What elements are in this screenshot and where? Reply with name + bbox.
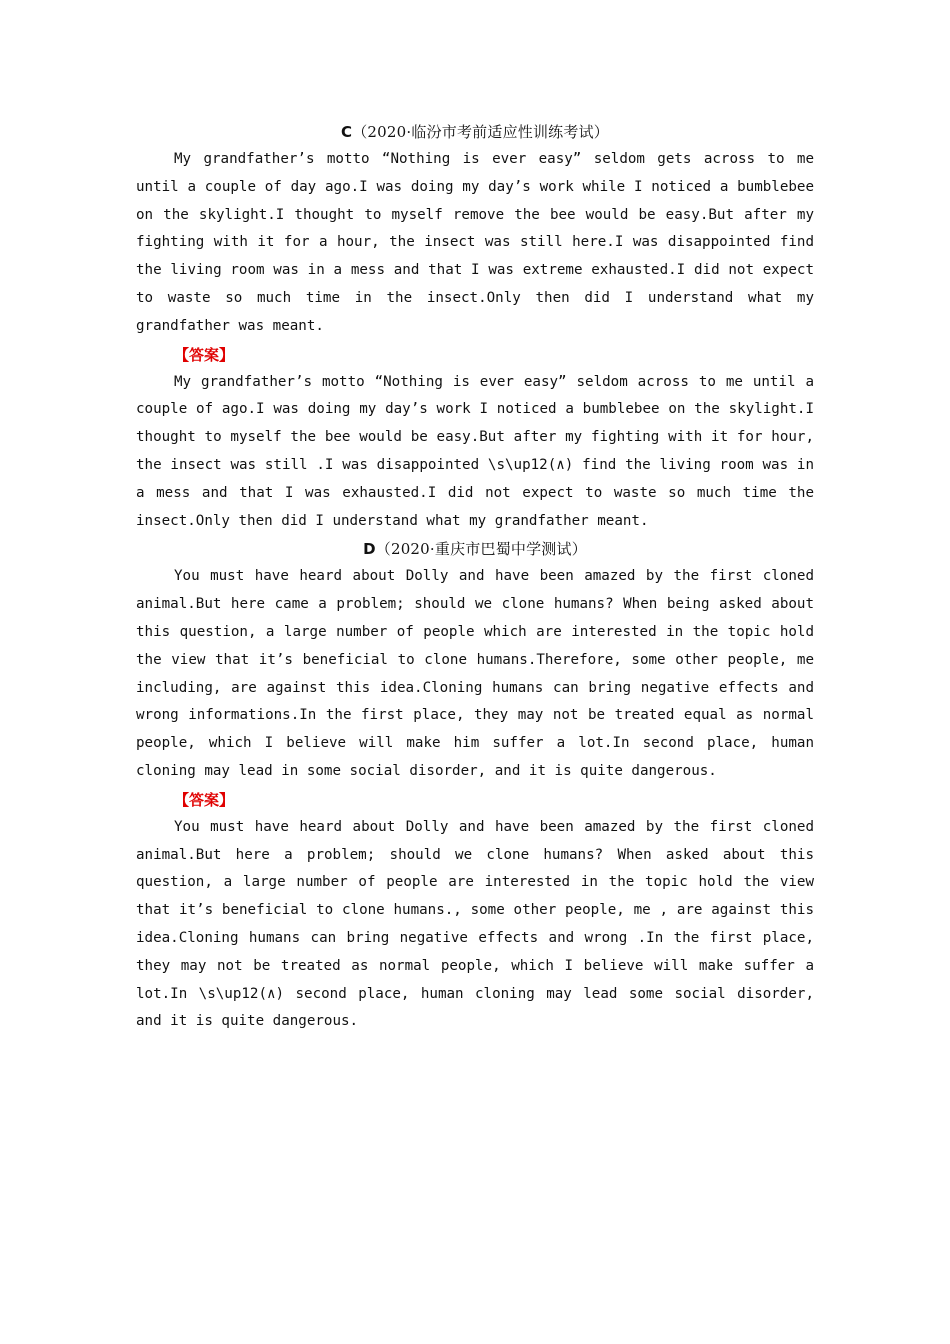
section-c-answer-text: My grandfather’s motto “Nothing is ever easy” seldom across to me until a couple of ago.I was doing my day’s work I noticed a bumblebee on the skylight.I thought to myself the bee would be easy.But after my fighting with it for hour, the insect was still .I was disappointed \s\up12(∧) find the living room was in a mess and that I was exhausted.I did not expect to waste so much time the insect.Only then did I understand what my grandfather meant. — [136, 373, 814, 529]
section-c-letter: C — [341, 123, 353, 141]
section-c-answer-label: 【答案】 — [174, 345, 235, 364]
section-d-heading — [136, 535, 814, 563]
section-c-heading — [136, 118, 814, 146]
section-d-answer-label: 【答案】 — [174, 790, 235, 809]
section-d-letter: D — [363, 540, 376, 559]
section-d-answer-text: You must have heard about Dolly and have been amazed by the first cloned animal.But here a problem; should we clone humans? When asked about this question, a large number of people are interested in the topic hold the view that it’s beneficial to clone humans., some other people, me , are against this idea.Cloning humans can bring negative effects and wrong .In the first place, they may not be treated as normal people, which I believe will make suffer a lot.In \s\up12(∧) second place, human cloning may lead some social disorder, and it is quite dangerous. — [136, 818, 814, 1030]
section-c-source: （2020·临汾市考前适应性训练考试） — [352, 123, 609, 141]
section-d-problem-text: You must have heard about Dolly and have been amazed by the first cloned animal.But here came a problem; should we clone humans? When being asked about this question, a large number of people which are interested in the topic hold the view that it’s beneficial to clone humans.Therefore, some other people, me including, are against this idea.Cloning humans can bring negative effects and wrong informations.In the first place, they may not be treated equal as normal people, which I believe will make him suffer a lot.In second place, human cloning may lead in some social disorder, and it is quite dangerous. — [136, 568, 814, 779]
section-c-problem-text: My grandfather’s motto “Nothing is ever easy” seldom gets across to me until a couple of day ago.I was doing my day’s work while I noticed a bumblebee on the skylight.I thought to myself remove the bee would be easy.But after my fighting with it for a hour, the insect was still here.I was disappointed find the living room was in a mess and that I was extreme exhausted.I did not expect to waste so much time in the insect.Only then did I understand what my grandfather was meant. — [136, 151, 814, 334]
section-d-source: （2020·重庆市巴蜀中学测试） — [375, 540, 587, 559]
document-page — [136, 118, 814, 1036]
